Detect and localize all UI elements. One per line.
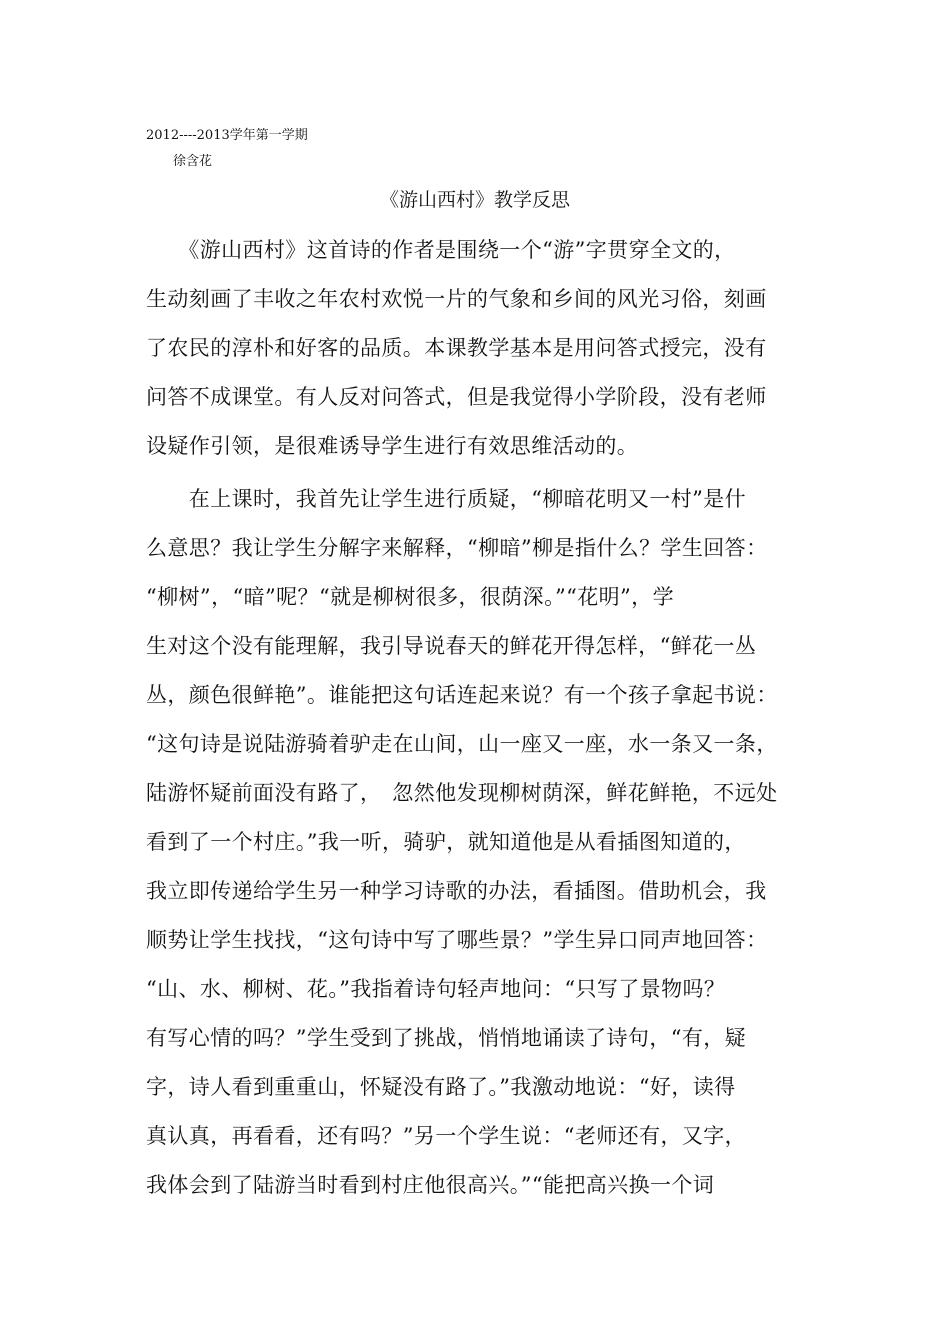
body-line: 《游山西村》这首诗的作者是围绕一个“游”字贯穿全文的， [146,238,736,262]
author-name: 徐含花 [173,154,213,169]
body-line: 丛，颜色很鲜艳”。谁能把这句话连起来说？有一个孩子拿起书说： [146,683,778,707]
body-line: 我立即传递给学生另一种学习诗歌的办法，看插图。借助机会，我 [146,879,767,903]
body-line: “这句诗是说陆游骑着驴走在山间，山一座又一座，水一条又一条， [146,732,778,756]
body-line: “柳树”，“暗”呢？“就是柳树很多，很荫深。”“花明”，学 [146,585,674,609]
body-line: 问答不成课堂。有人反对问答式，但是我觉得小学阶段，没有老师 [146,385,767,409]
body-line: 么意思？我让学生分解字来解释，“柳暗”柳是指什么？学生回答： [146,536,768,560]
body-line: 我体会到了陆游当时看到村庄他很高兴。”“能把高兴换一个词 [146,1173,715,1197]
body-line: 字，诗人看到重重山，怀疑没有路了。”我激动地说：“好，读得 [146,1075,736,1099]
body-line: 顺势让学生找找，“这句诗中写了哪些景？”学生异口同声地回答： [146,928,768,952]
body-line: 生对这个没有能理解，我引导说春天的鲜花开得怎样，“鲜花一丛 [146,634,757,658]
body-line: 设疑作引领，是很难诱导学生进行有效思维活动的。 [146,434,639,458]
body-line: 在上课时，我首先让学生进行质疑，“柳暗花明又一村”是什 [146,487,747,511]
page-title: 《游山西村》教学反思 [379,189,570,211]
body-line: 有写心情的吗？”学生受到了挑战，悄悄地诵读了诗句，“有，疑 [146,1026,747,1050]
body-line: 陆游怀疑前面没有路了， 忽然他发现柳树荫深，鲜花鲜艳，不远处 [146,781,778,805]
body-line: 了农民的淳朴和好客的品质。本课教学基本是用问答式授完，没有 [146,336,767,360]
term-label: 2012----2013学年第一学期 [146,128,308,143]
body-line: 真认真，再看看，还有吗？”另一个学生说：“老师还有，又字， [146,1124,747,1148]
body-line: 生动刻画了丰收之年农村欢悦一片的气象和乡间的风光习俗，刻画 [146,287,767,311]
body-text [146,234,826,1218]
body-line: 看到了一个村庄。”我一听，骑驴，就知道他是从看插图知道的， [146,830,746,854]
body-line: “山、水、柳树、花。”我指着诗句轻声地问：“只写了景物吗？ [146,977,726,1001]
